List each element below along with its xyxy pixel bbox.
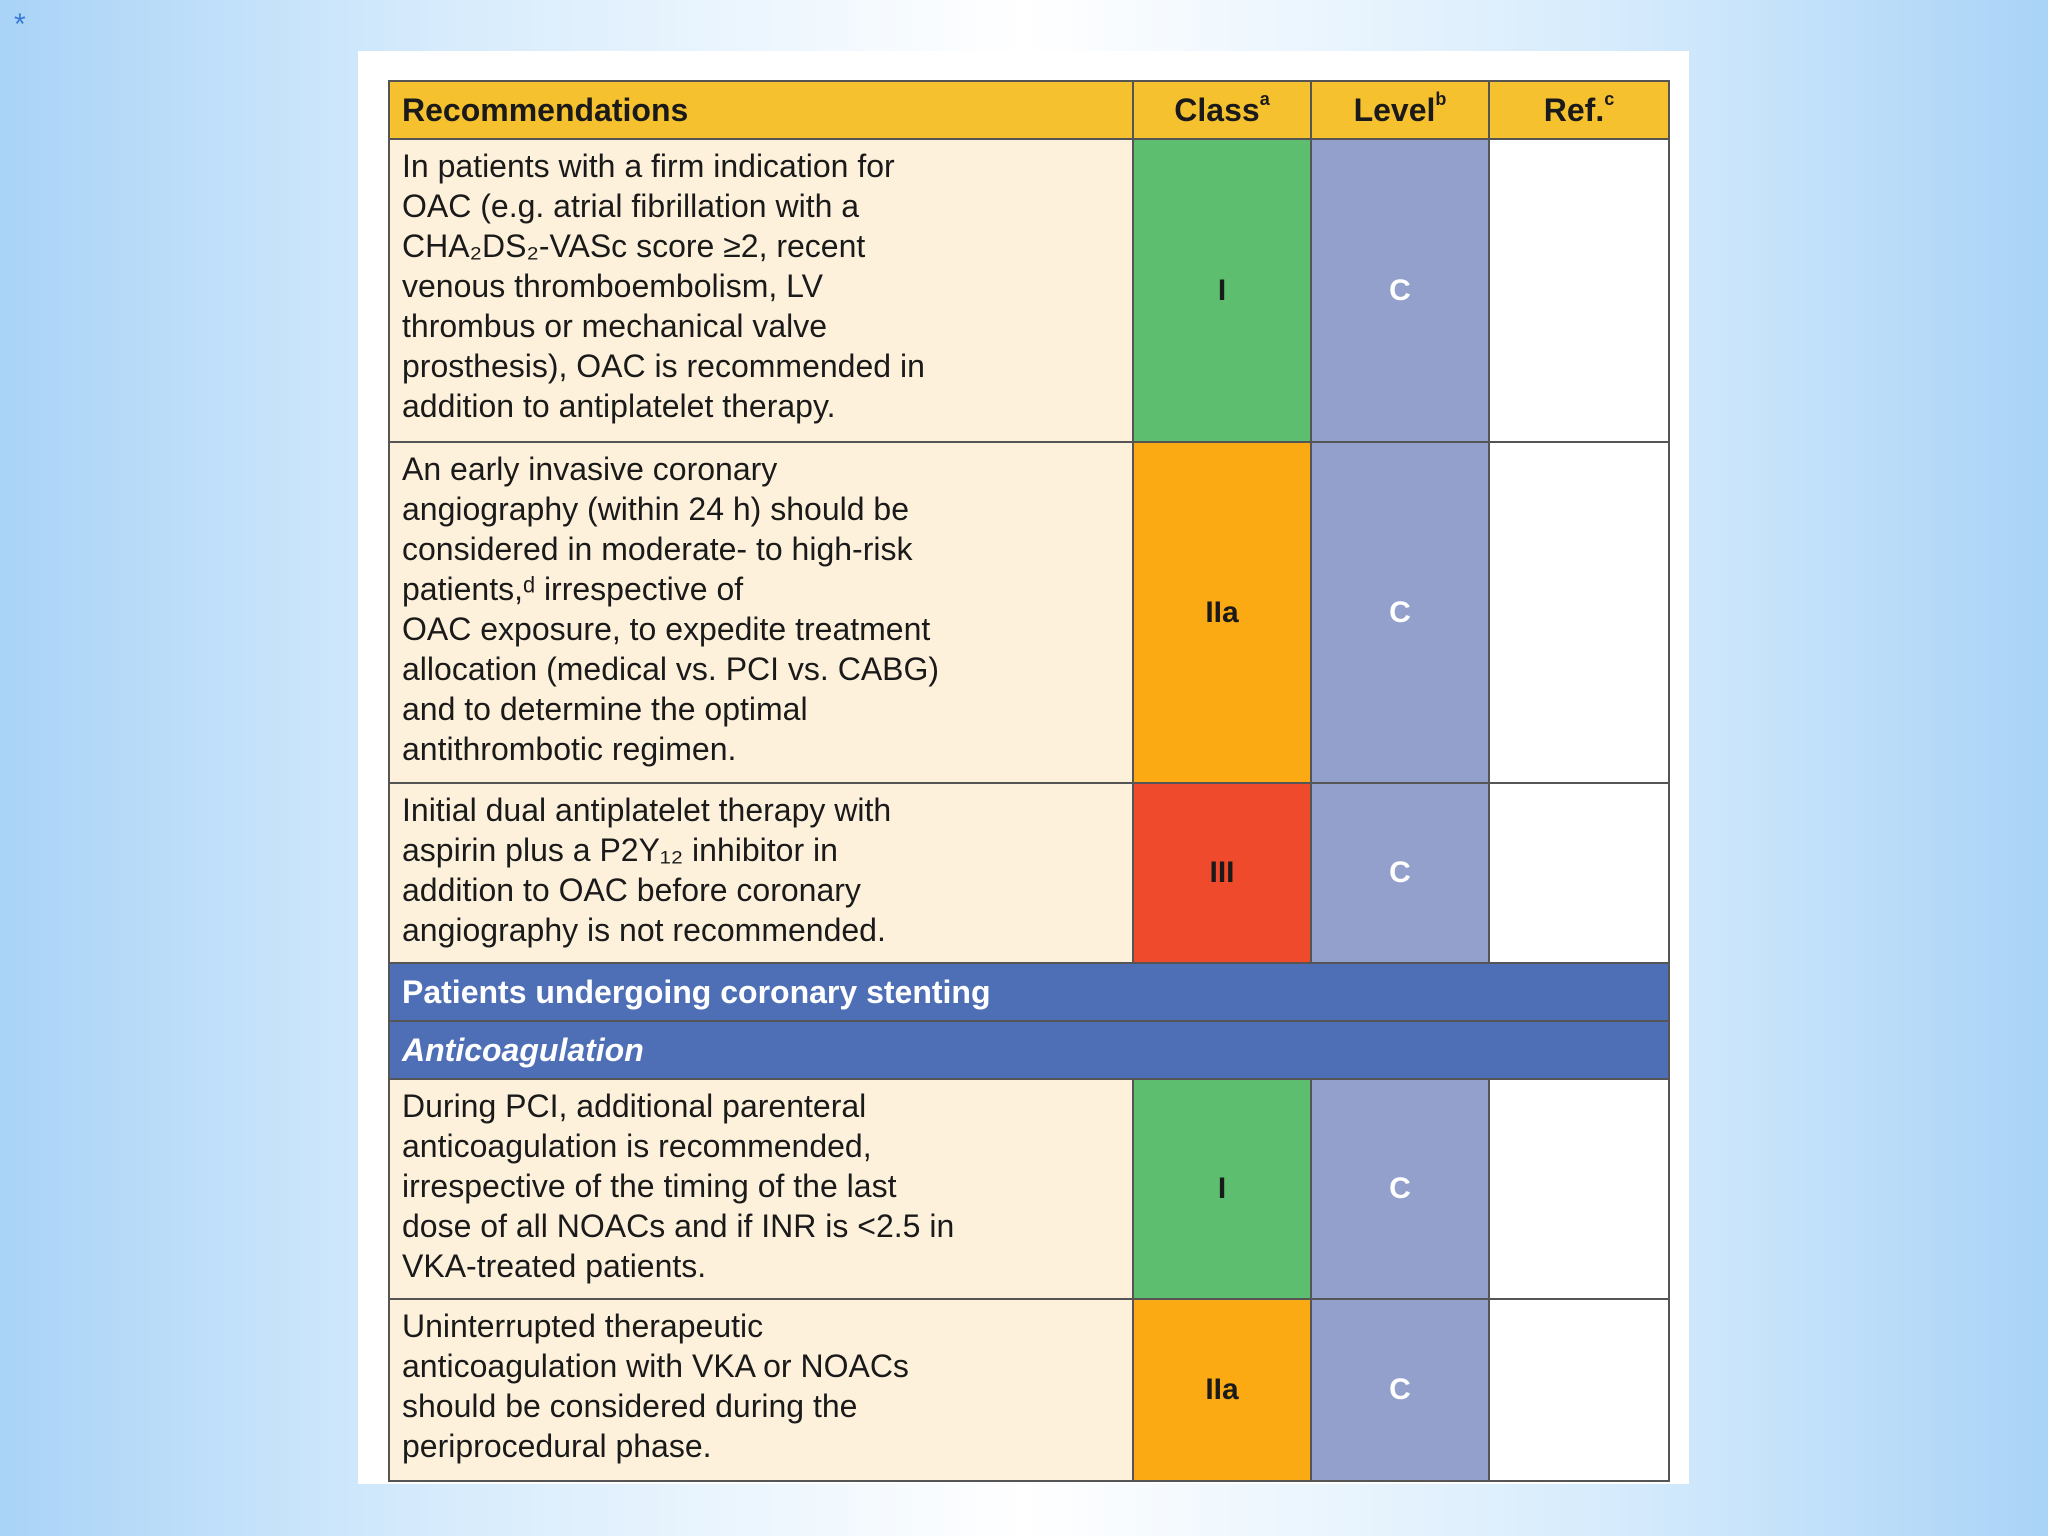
slide-asterisk: * (14, 8, 26, 41)
section-title: Patients undergoing coronary stenting (389, 963, 1669, 1021)
header-level: Level$^b$ (1311, 81, 1489, 139)
header-recommendations: Recommendations (389, 81, 1133, 139)
class-cell: III (1133, 783, 1311, 963)
ref-cell (1489, 139, 1669, 442)
recommendation-text: Initial dual antiplatelet therapy with aspirin plus a P2Y₁₂ inhibitor in addition to OAC before coronary angiography is not recommended. (389, 783, 1133, 963)
recommendation-text: Uninterrupted therapeutic anticoagulation with VKA or NOACs should be considered during the periprocedural phase. (389, 1299, 1133, 1481)
table-header-row (389, 81, 1669, 139)
class-cell: I (1133, 139, 1311, 442)
level-cell: C (1311, 783, 1489, 963)
subsection-title: Anticoagulation (389, 1021, 1669, 1079)
class-cell: IIa (1133, 1299, 1311, 1481)
header-class: Class$^a$ (1133, 81, 1311, 139)
section-row (389, 963, 1669, 1021)
level-cell: C (1311, 442, 1489, 783)
level-cell: C (1311, 1299, 1489, 1481)
header-ref: Ref.$^c$ (1489, 81, 1669, 139)
recommendations-table (388, 80, 1670, 1482)
ref-cell (1489, 1079, 1669, 1299)
ref-cell (1489, 1299, 1669, 1481)
table-row (389, 1079, 1669, 1299)
table-row (389, 139, 1669, 442)
ref-cell (1489, 442, 1669, 783)
recommendation-text: An early invasive coronary angiography (within 24 h) should be considered in moderate- to high-risk patients,ᵈ irrespective of OAC exposure, to expedite treatment allocation (medical vs. PCI vs. CABG) and to determine the optimal antithrombotic regimen. (389, 442, 1133, 783)
class-cell: IIa (1133, 442, 1311, 783)
subsection-row (389, 1021, 1669, 1079)
recommendation-text: During PCI, additional parenteral anticoagulation is recommended, irrespective of the timing of the last dose of all NOACs and if INR is <2.5 in VKA-treated patients. (389, 1079, 1133, 1299)
table-row (389, 783, 1669, 963)
level-cell: C (1311, 139, 1489, 442)
ref-cell (1489, 783, 1669, 963)
class-cell: I (1133, 1079, 1311, 1299)
table-row (389, 442, 1669, 783)
recommendation-text: In patients with a firm indication for OAC (e.g. atrial fibrillation with a CHA₂DS₂-VASc score ≥2, recent venous thromboembolism, LV thrombus or mechanical valve prosthesis), OAC is recommended in addition to antiplatelet therapy. (389, 139, 1133, 442)
table-row (389, 1299, 1669, 1481)
level-cell: C (1311, 1079, 1489, 1299)
